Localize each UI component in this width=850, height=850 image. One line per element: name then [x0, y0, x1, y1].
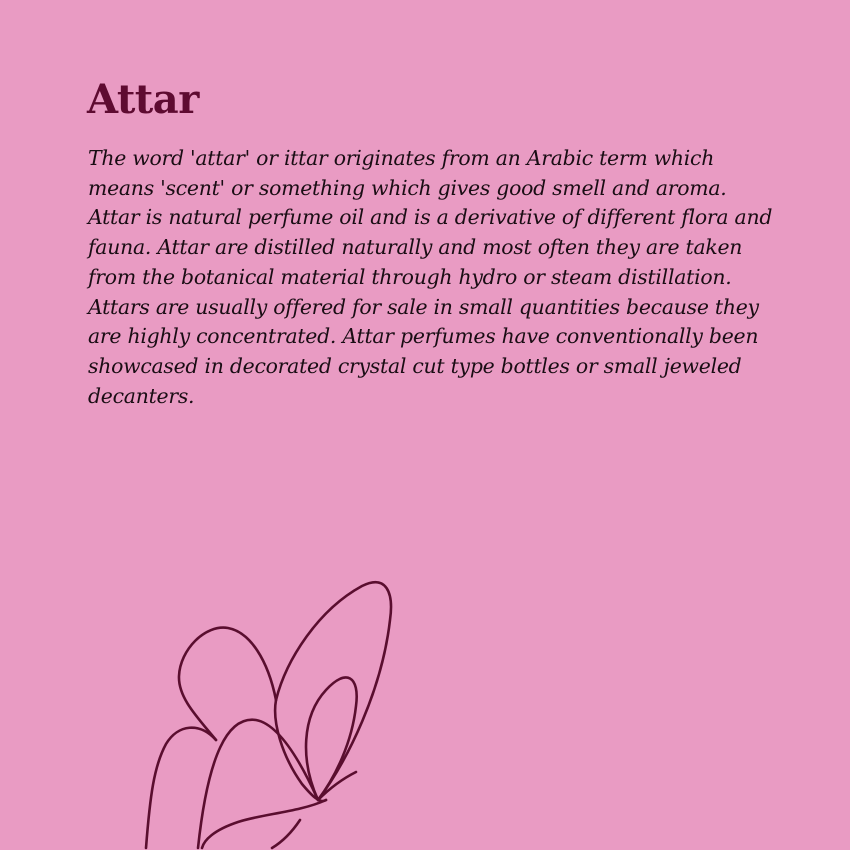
page-title: Attar — [87, 76, 199, 123]
butterfly-tail — [272, 820, 300, 848]
butterfly-lower-left-wing — [146, 728, 216, 848]
butterfly-lower-swirl — [202, 800, 326, 848]
butterfly-antenna — [318, 772, 356, 800]
butterfly-inner-wing — [306, 677, 357, 800]
butterfly-upper-left-wing — [179, 628, 276, 740]
butterfly-upper-right-wing — [276, 582, 391, 800]
butterfly-body — [275, 700, 326, 801]
article-body: The word 'attar' or ittar originates from an Arabic term which means 'scent' or something which gives good smell and aroma. Attar is natural perfume oil and is a derivative of different flora and fauna. Attar are distilled naturally and most often they are taken from the botanical material through hydro or steam distillation. Attars are usually offered for sale in small quantities because they are highly concentrated. Attar perfumes have conventionally been showcased in decorated crystal cut type bottles or small jeweled decanters. — [88, 146, 773, 408]
